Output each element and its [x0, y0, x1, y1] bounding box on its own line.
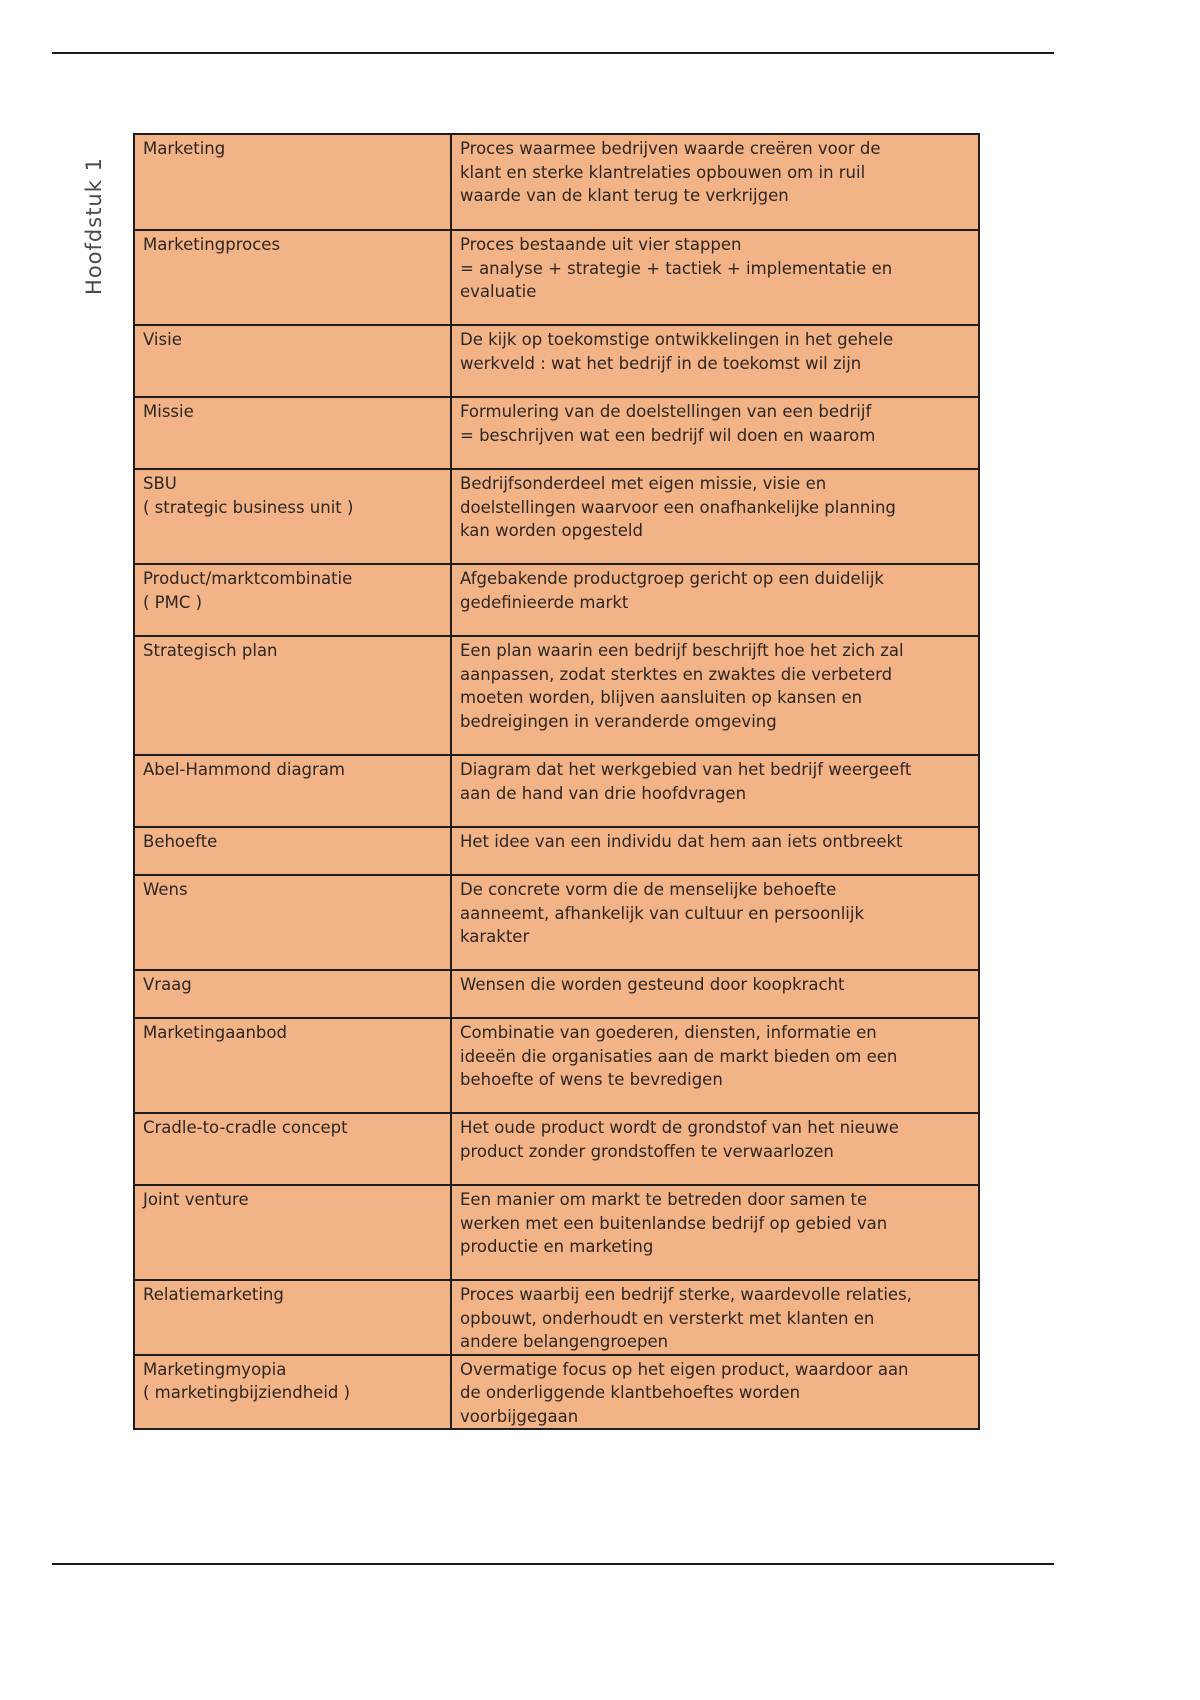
definition-cell: Een manier om markt te betreden door samen te werken met een buitenlandse bedrijf op gebied van productie en marketing — [451, 1185, 979, 1280]
definition-cell: Formulering van de doelstellingen van een bedrijf = beschrijven wat een bedrijf wil doen en waarom — [451, 397, 979, 469]
glossary-table — [133, 133, 980, 1430]
term-cell: Relatiemarketing — [134, 1280, 451, 1355]
definition-cell: Wensen die worden gesteund door koopkracht — [451, 970, 979, 1018]
table-row — [134, 469, 979, 564]
table-row — [134, 1113, 979, 1185]
table-row — [134, 325, 979, 397]
term-cell: Abel-Hammond diagram — [134, 755, 451, 827]
term-cell: Joint venture — [134, 1185, 451, 1280]
definition-cell: Bedrijfsonderdeel met eigen missie, visie en doelstellingen waarvoor een onafhankelijke planning kan worden opgesteld — [451, 469, 979, 564]
definition-cell: Afgebakende productgroep gericht op een duidelijk gedefinieerde markt — [451, 564, 979, 636]
term-cell: Behoefte — [134, 827, 451, 875]
definition-cell: Combinatie van goederen, diensten, informatie en ideeën die organisaties aan de markt bieden om een behoefte of wens te bevredigen — [451, 1018, 979, 1113]
glossary-body — [134, 134, 979, 1429]
definition-cell: Diagram dat het werkgebied van het bedrijf weergeeft aan de hand van drie hoofdvragen — [451, 755, 979, 827]
table-row — [134, 564, 979, 636]
definition-cell: Proces bestaande uit vier stappen = analyse + strategie + tactiek + implementatie en evaluatie — [451, 230, 979, 325]
chapter-label: Hoofdstuk 1 — [82, 157, 106, 295]
term-cell: Wens — [134, 875, 451, 970]
table-row — [134, 1018, 979, 1113]
term-cell: SBU ( strategic business unit ) — [134, 469, 451, 564]
table-row — [134, 970, 979, 1018]
definition-cell: De concrete vorm die de menselijke behoefte aanneemt, afhankelijk van cultuur en persoonlijk karakter — [451, 875, 979, 970]
definition-cell: Een plan waarin een bedrijf beschrijft hoe het zich zal aanpassen, zodat sterktes en zwaktes die verbeterd moeten worden, blijven aansluiten op kansen en bedreigingen in veranderde omgeving — [451, 636, 979, 755]
table-row — [134, 397, 979, 469]
term-cell: Visie — [134, 325, 451, 397]
definition-cell: Het oude product wordt de grondstof van het nieuwe product zonder grondstoffen te verwaarlozen — [451, 1113, 979, 1185]
term-cell: Product/marktcombinatie ( PMC ) — [134, 564, 451, 636]
table-row — [134, 230, 979, 325]
table-row — [134, 827, 979, 875]
term-cell: Strategisch plan — [134, 636, 451, 755]
definition-cell: Het idee van een individu dat hem aan iets ontbreekt — [451, 827, 979, 875]
term-cell: Cradle-to-cradle concept — [134, 1113, 451, 1185]
definition-cell: Overmatige focus op het eigen product, waardoor aan de onderliggende klantbehoeftes worden voorbijgegaan — [451, 1355, 979, 1430]
table-row — [134, 636, 979, 755]
term-cell: Marketingproces — [134, 230, 451, 325]
table-row — [134, 755, 979, 827]
table-row — [134, 134, 979, 230]
table-row — [134, 1280, 979, 1355]
term-cell: Vraag — [134, 970, 451, 1018]
definition-cell: De kijk op toekomstige ontwikkelingen in het gehele werkveld : wat het bedrijf in de toekomst wil zijn — [451, 325, 979, 397]
table-row — [134, 1355, 979, 1430]
table-row — [134, 1185, 979, 1280]
term-cell: Marketing — [134, 134, 451, 230]
term-cell: Marketingaanbod — [134, 1018, 451, 1113]
bottom-rule — [52, 1563, 1054, 1565]
definition-cell: Proces waarbij een bedrijf sterke, waardevolle relaties, opbouwt, onderhoudt en versterkt met klanten en andere belangengroepen — [451, 1280, 979, 1355]
term-cell: Marketingmyopia ( marketingbijziendheid ) — [134, 1355, 451, 1430]
term-cell: Missie — [134, 397, 451, 469]
definition-cell: Proces waarmee bedrijven waarde creëren voor de klant en sterke klantrelaties opbouwen om in ruil waarde van de klant terug te verkrijgen — [451, 134, 979, 230]
table-row — [134, 875, 979, 970]
top-rule — [52, 52, 1054, 54]
